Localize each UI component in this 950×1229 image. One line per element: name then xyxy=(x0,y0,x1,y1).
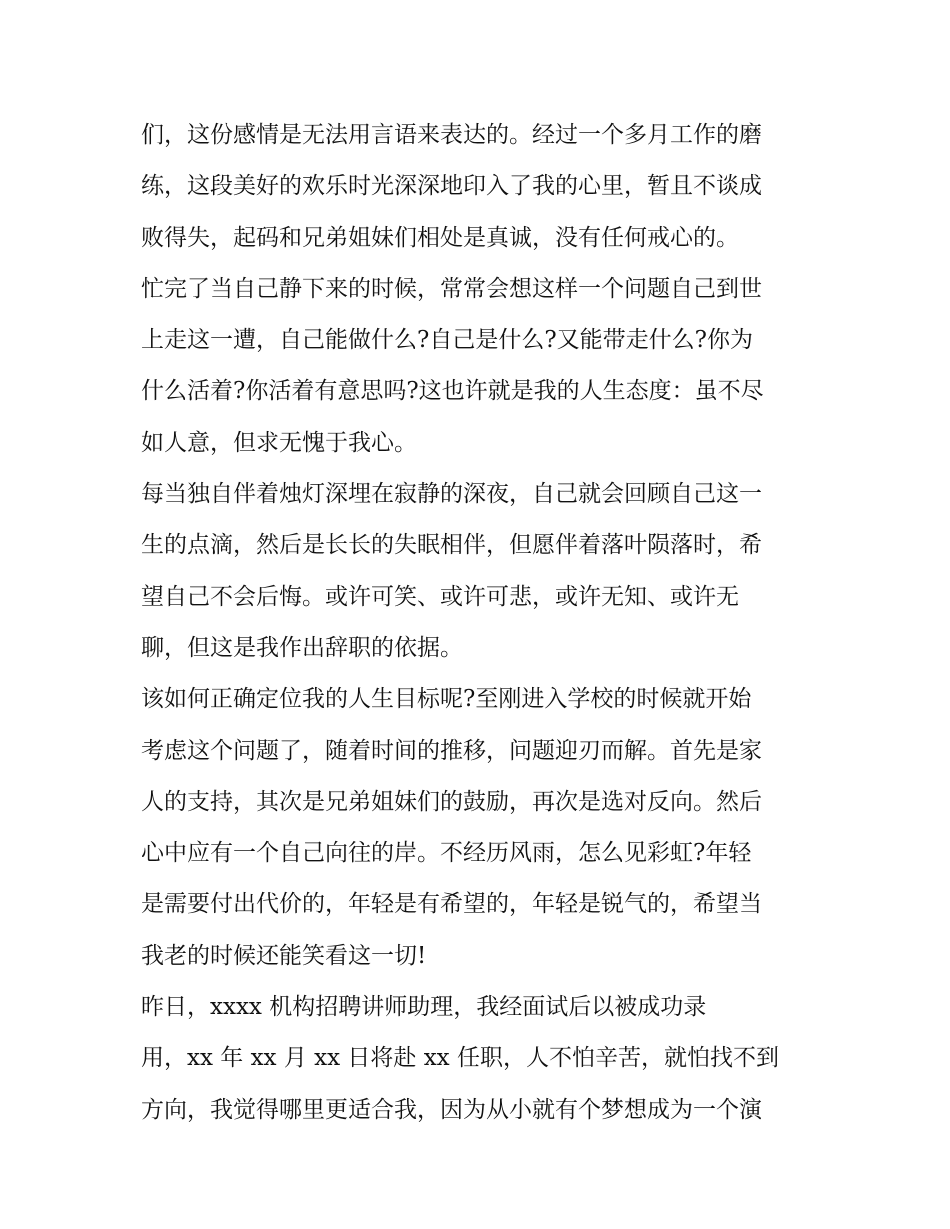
text-line: 聊，但这是我作出辞职的依据。 xyxy=(141,634,463,661)
text-line: 方向，我觉得哪里更适合我，因为从小就有个梦想成为一个演 xyxy=(141,1096,762,1123)
text-line: 忙完了当自己静下来的时候，常常会想这样一个问题自己到世 xyxy=(141,275,762,302)
text-line: 是需要付出代价的，年轻是有希望的，年轻是锐气的，希望当 xyxy=(141,891,762,918)
text-line: 我老的时候还能笑看这一切! xyxy=(141,942,427,969)
text-line: 们，这份感情是无法用言语来表达的。经过一个多月工作的磨 xyxy=(141,122,762,148)
text-line: 考虑这个问题了，随着时间的推移，问题迎刃而解。首先是家 xyxy=(141,737,762,764)
body-text xyxy=(141,110,831,1136)
text-line: 什么活着?你活着有意思吗?这也许就是我的人生态度：虽不尽 xyxy=(141,378,764,405)
text-line: 昨日，xxxx 机构招聘讲师助理，我经面试后以被成功录 xyxy=(141,994,707,1021)
text-line: 每当独自伴着烛灯深埋在寂静的深夜，自己就会回顾自己这一 xyxy=(141,481,762,508)
text-line: 该如何正确定位我的人生目标呢?至刚进入学校的时候就开始 xyxy=(141,686,752,713)
text-line: 上走这一遭，自己能做什么?自己是什么?又能带走什么?你为 xyxy=(141,327,753,354)
text-line: 望自己不会后悔。或许可笑、或许可悲，或许无知、或许无 xyxy=(141,583,739,610)
text-line: 人的支持，其次是兄弟姐妹们的鼓励，再次是选对反向。然后 xyxy=(141,788,762,815)
text-line: 用，xx 年 xx 月 xx 日将赴 xx 任职，人不怕辛苦，就怕找不到 xyxy=(141,1045,779,1072)
text-line: 败得失，起码和兄弟姐妹们相处是真诚，没有任何戒心的。 xyxy=(141,224,739,251)
text-line: 生的点滴，然后是长长的失眠相伴，但愿伴着落叶陨落时，希 xyxy=(141,532,762,559)
text-line: 练，这段美好的欢乐时光深深地印入了我的心里，暂且不谈成 xyxy=(141,173,762,200)
text-line: 如人意，但求无愧于我心。 xyxy=(141,429,417,456)
text-line: 心中应有一个自己向往的岸。不经历风雨，怎么见彩虹?年轻 xyxy=(141,840,752,867)
